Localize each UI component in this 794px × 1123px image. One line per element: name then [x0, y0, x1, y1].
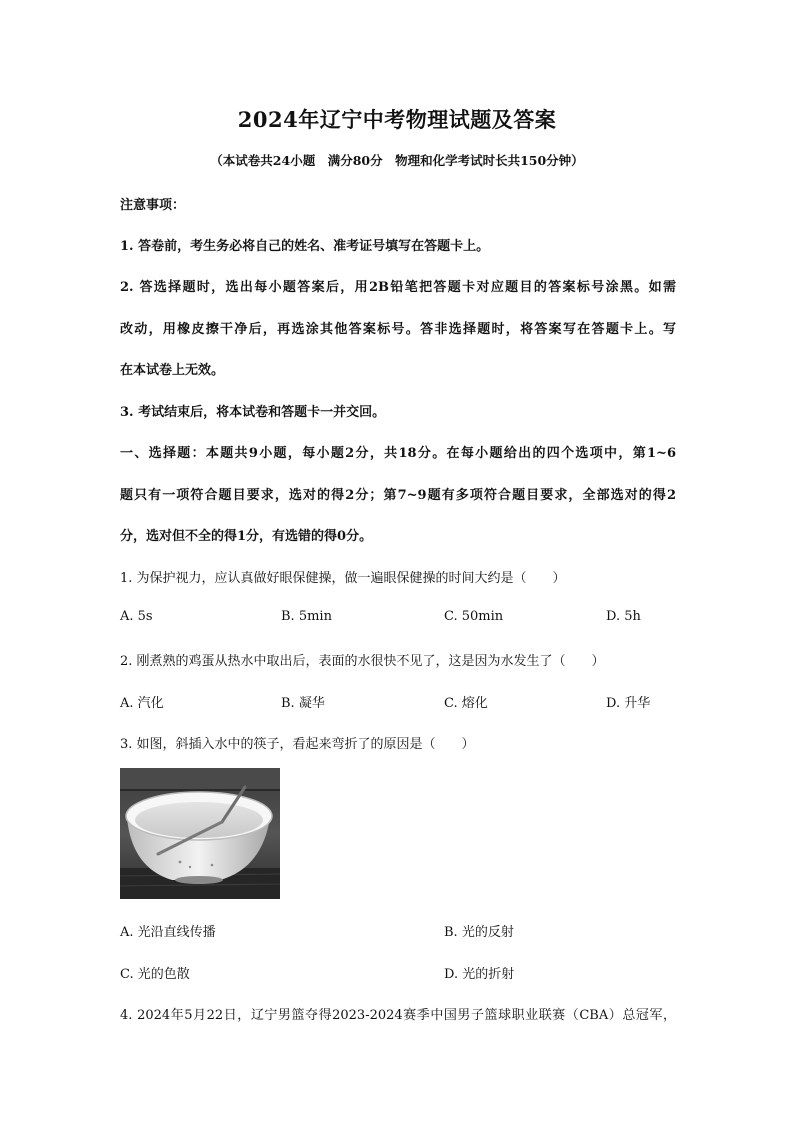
option-a: A. 汽化: [120, 696, 164, 711]
option-b: B. 凝华: [281, 696, 325, 711]
notice-item-1: 1. 答卷前，考生务必将自己的姓名、准考证号填写在答题卡上。: [120, 239, 490, 254]
page-title: 2024年辽宁中考物理试题及答案: [237, 107, 557, 132]
option-b: B. 5min: [281, 609, 332, 624]
notice-item-2: 2. 答选择题时，选出每小题答案后，用2B铅笔把答题卡对应题目的答案标号涂黑。如需: [120, 280, 676, 295]
question-3-options-row-1: [120, 921, 676, 941]
option-c: C. 熔化: [444, 696, 488, 711]
notice-item-2-end: 在本试卷上无效。: [120, 363, 225, 378]
option-a: A. 光沿直线传播: [120, 925, 216, 940]
option-b: B. 光的反射: [444, 925, 514, 940]
question-1-options: [120, 609, 676, 629]
section-1-intro-end: 分，选对但不全的得1分，有选错的得0分。: [120, 529, 373, 544]
option-d: D. 光的折射: [444, 967, 515, 982]
question-2-options: [120, 692, 676, 712]
option-c: C. 光的色散: [120, 967, 190, 982]
question-4-stem: 4. 2024年5月22日，辽宁男篮夺得2023-2024赛季中国男子篮球职业联赛（CBA）总冠军，: [120, 1008, 676, 1023]
question-2-stem: 2. 刚煮熟的鸡蛋从热水中取出后，表面的水很快不见了，这是因为水发生了（ ）: [120, 654, 605, 669]
option-c: C. 50min: [444, 609, 504, 624]
bowl-chopstick-photo: [120, 768, 280, 899]
question-3-options-row-2: [120, 963, 676, 983]
bowl-chopstick-image: [120, 768, 280, 899]
option-d: D. 升华: [606, 696, 651, 711]
option-d: D. 5h: [606, 609, 641, 624]
notice-item-3: 3. 考试结束后，将本试卷和答题卡一并交回。: [120, 405, 386, 420]
question-1-stem: 1. 为保护视力，应认真做好眼保健操，做一遍眼保健操的时间大约是（ ）: [120, 571, 566, 586]
notice-item-2-cont: 改动，用橡皮擦干净后，再选涂其他答案标号。答非选择题时，将答案写在答题卡上。写: [120, 322, 676, 337]
option-a: A. 5s: [120, 609, 153, 624]
section-1-intro: 一、选择题：本题共9小题，每小题2分，共18分。在每小题给出的四个选项中，第1~6: [120, 446, 676, 461]
notice-heading: 注意事项：: [120, 198, 186, 213]
section-1-intro-cont: 题只有一项符合题目要求，选对的得2分；第7~9题有多项符合题目要求，全部选对的得2: [120, 488, 676, 503]
page-subtitle: （本试卷共24小题 满分80分 物理和化学考试时长共150分钟）: [210, 153, 584, 168]
question-3-stem: 3. 如图，斜插入水中的筷子，看起来弯折了的原因是（ ）: [120, 737, 475, 752]
